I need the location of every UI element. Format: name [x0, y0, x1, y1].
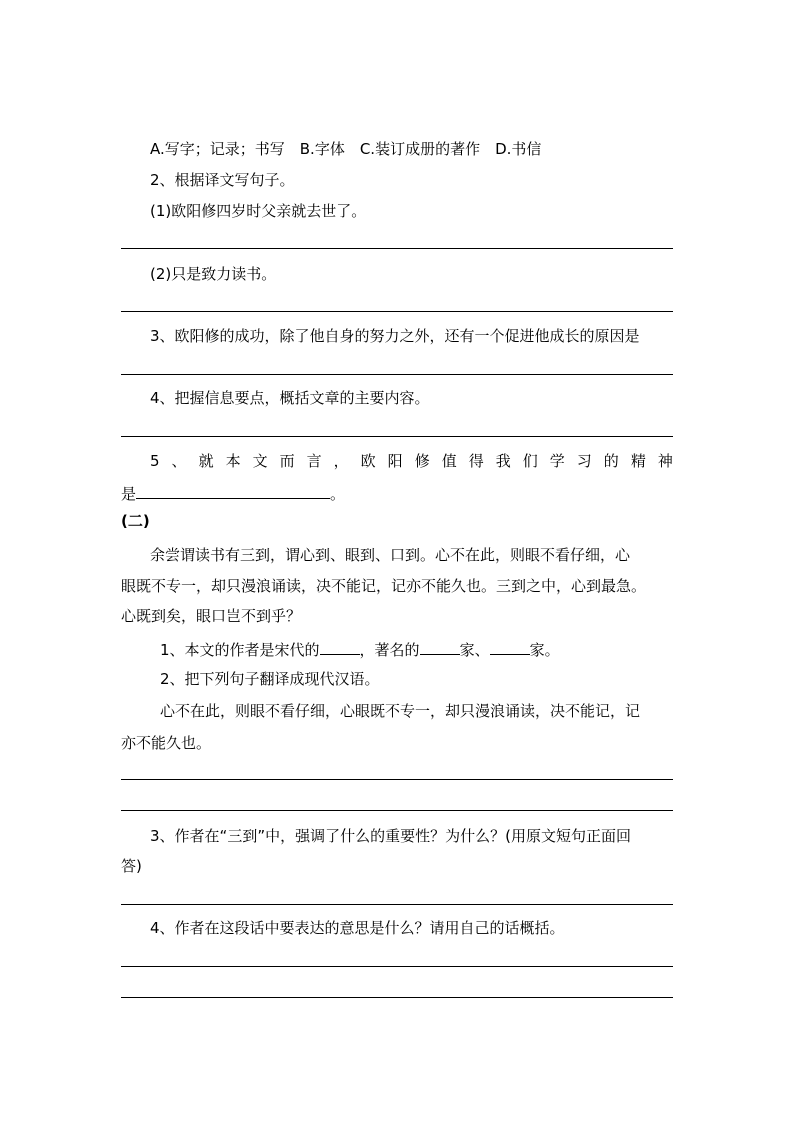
passage-line-3: 心既到矣，眼口岂不到乎？ — [121, 607, 302, 625]
q5-question-line2 — [121, 482, 345, 504]
s2-q1-text-b: ，著名的 — [359, 641, 420, 659]
answer-line-s2-q2-2[interactable] — [121, 810, 673, 811]
s2-q3-question-line-1: 3、作者在“三到”中，强调了什么的重要性？为什么？(用原文短句正面回 — [150, 827, 631, 845]
q5-char: 我 — [495, 452, 511, 470]
s2-q1-text-a: 1、本文的作者是宋代的 — [160, 641, 320, 659]
answer-line-s2-q2-1[interactable] — [121, 779, 673, 780]
q5-char: 得 — [468, 452, 484, 470]
q5-char: 文 — [252, 452, 268, 470]
answer-line-q2-2[interactable] — [121, 311, 673, 312]
q5-char: 、 — [171, 452, 187, 470]
q5-char: 修 — [414, 452, 430, 470]
section-2-title: (二) — [121, 512, 150, 530]
q5-answer-blank[interactable] — [136, 482, 330, 499]
s2-q1-field-blank-2[interactable] — [490, 638, 530, 655]
q2-title: 2、根据译文写句子。 — [150, 171, 295, 189]
q5-char: 5 — [150, 452, 160, 470]
s2-q1-dynasty-blank[interactable] — [320, 638, 360, 655]
s2-q1-text-d: 家。 — [529, 641, 560, 659]
passage-line-1: 余尝谓读书有三到，谓心到、眼到、口到。心不在此，则眼不看仔细，心 — [150, 546, 631, 564]
q5-char: ， — [333, 452, 349, 470]
q5-char: 言 — [306, 452, 322, 470]
s2-q1-text-c: 家、 — [459, 641, 490, 659]
s2-q2-sentence-line-2: 亦不能久也。 — [121, 734, 212, 752]
q2-item-2: (2)只是致力读书。 — [150, 265, 277, 283]
q5-char: 本 — [225, 452, 241, 470]
answer-line-q3[interactable] — [121, 374, 673, 375]
s2-q2-sentence-line-1: 心不在此，则眼不看仔细，心眼既不专一，却只漫浪诵读，决不能记，记 — [160, 702, 641, 720]
q2-item-1: (1)欧阳修四岁时父亲就去世了。 — [150, 202, 367, 220]
q5-char: 而 — [279, 452, 295, 470]
q5-char: 们 — [522, 452, 538, 470]
q5-char: 习 — [576, 452, 592, 470]
q5-char: 神 — [657, 452, 673, 470]
s2-q2-title: 2、把下列句子翻译成现代汉语。 — [160, 670, 380, 688]
s2-q1-question — [160, 638, 560, 660]
answer-line-s2-q4-2[interactable] — [121, 997, 673, 998]
answer-line-s2-q4-1[interactable] — [121, 966, 673, 967]
answer-line-q4[interactable] — [121, 436, 673, 437]
q4-question: 4、把握信息要点，概括文章的主要内容。 — [150, 389, 430, 407]
answer-line-s2-q3[interactable] — [121, 904, 673, 905]
q5-char: 的 — [603, 452, 619, 470]
s2-q3-question-line-2: 答) — [121, 857, 142, 875]
q5-char: 阳 — [387, 452, 403, 470]
q5-prefix: 是 — [121, 485, 137, 503]
q5-question-line1 — [150, 451, 673, 471]
q1-options: A.写字；记录；书写 B.字体 C.装订成册的著作 D.书信 — [150, 140, 542, 158]
q5-char: 欧 — [360, 452, 376, 470]
passage-line-2: 眼既不专一，却只漫浪诵读，决不能记，记亦不能久也。三到之中，心到最急。 — [121, 577, 647, 595]
q5-char: 精 — [630, 452, 646, 470]
answer-line-q2-1[interactable] — [121, 248, 673, 249]
q3-question: 3、欧阳修的成功，除了他自身的努力之外，还有一个促进他成长的原因是 — [150, 327, 640, 345]
q5-char: 学 — [549, 452, 565, 470]
q5-char: 就 — [198, 452, 214, 470]
s2-q1-field-blank-1[interactable] — [420, 638, 460, 655]
q5-char: 值 — [441, 452, 457, 470]
s2-q4-question: 4、作者在这段话中要表达的意思是什么？请用自己的话概括。 — [150, 919, 565, 937]
q5-suffix: 。 — [330, 485, 346, 503]
